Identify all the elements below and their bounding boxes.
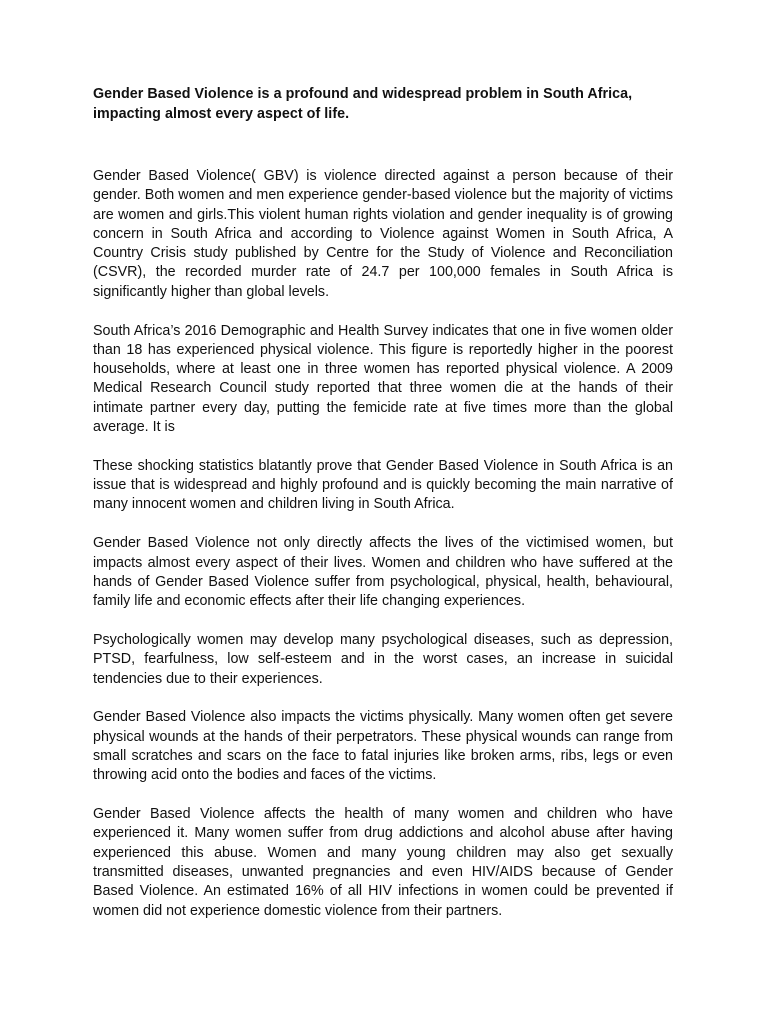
document-page xyxy=(93,85,673,940)
paragraph-health-effects: Gender Based Violence affects the health of many women and children who have experienced it. Many women suffer from drug addictions and alcohol abuse after having experienced this abuse. Women and many young children may also get sexually transmitted diseases, unwanted pregnancies and even HIV/AIDS because of Gender Based Violence. An estimated 16% of all HIV infections in women could be prevented if women did not experience domestic violence from their partners. xyxy=(93,806,673,919)
paragraph-impacts-overview: Gender Based Violence not only directly affects the lives of the victimised women, but impacts almost every aspect of their lives. Women and children who have suffered at the hands of Gender Based Violence suffer from psychological, physical, health, behavioural, family life and economic effects after their life changing experiences. xyxy=(93,535,673,610)
paragraph-gbv-definition: Gender Based Violence( GBV) is violence directed against a person because of their gender. Both women and men experience gender-based violence but the majority of victims are women and girls.This violent human rights violation and gender inequality is of growing concern in South Africa and according to Violence against Women in South Africa, A Country Crisis study published by Centre for the Study of Violence and Reconciliation (CSVR), the recorded murder rate of 24.7 per 100,000 females in South Africa is significantly higher than global levels. xyxy=(93,168,673,300)
paragraph-shocking-statistics: These shocking statistics blatantly prove that Gender Based Violence in South Africa is an issue that is widespread and highly profound and is quickly becoming the main narrative of many innocent women and children living in South Africa. xyxy=(93,457,673,513)
document-title: Gender Based Violence is a profound and widespread problem in South Africa, impacting almost every aspect of life. xyxy=(93,86,633,122)
paragraph-physical-effects: Gender Based Violence also impacts the victims physically. Many women often get severe physical wounds at the hands of their perpetrators. These physical wounds can range from small scratches and scars on the face to fatal injuries like broken arms, ribs, legs or even throwing acid onto the bodies and faces of the victims. xyxy=(93,709,673,784)
paragraph-survey-statistics: South Africa’s 2016 Demographic and Health Survey indicates that one in five women older than 18 has experienced physical violence. This figure is reportedly higher in the poorest households, where at least one in three women has reported physical violence. A 2009 Medical Research Council study reported that three women die at the hands of their intimate partner every day, putting the femicide rate at five times more than the global average. It is xyxy=(93,322,673,436)
paragraph-psychological-effects: Psychologically women may develop many psychological diseases, such as depression, PTSD, fearfulness, low self-esteem and in the worst cases, an increase in suicidal tendencies due to their experiences. xyxy=(93,631,673,687)
